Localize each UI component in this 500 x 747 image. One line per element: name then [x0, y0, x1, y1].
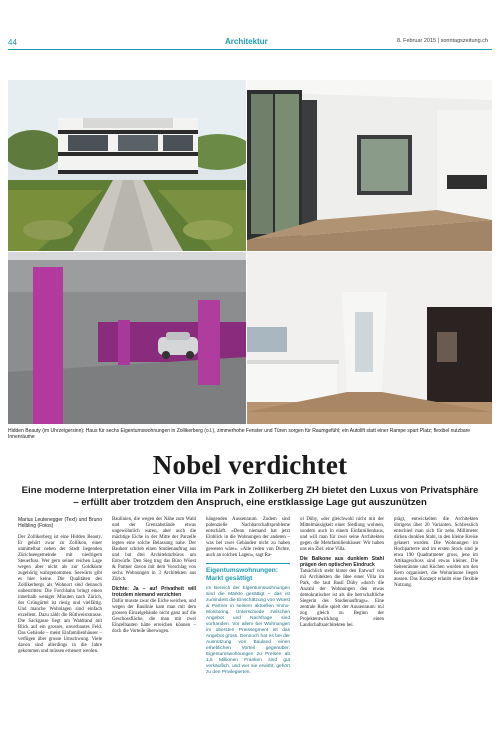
section-title: Architektur — [225, 37, 268, 46]
column-text: hängenden Aussenraum. Zudem sind potenzielle Nachbarschaftsprobleme entschärft. «Denn niemand hat jetzt Einblick in die Wohnungen der anderen – was bei zwei Gebäuden nicht zu haben gewesen wäre». «Alle reden von Dichte, auch an solchen Lagen», sagt Ra- — [206, 517, 290, 558]
photo-exterior — [8, 80, 246, 251]
subheading: Die Balkone aus dunklem Stahl prägen den optischen Eindruck — [300, 556, 384, 568]
infobox-text: Im Bereich der Eigentumswohnungen sind die Märkte gesättigt – das ist zumindest die Einschätzung von Wüest & Partner in seinem aktuellen Immo-Monitoring. Unterschiede zwischen Angebot und Nachfrage sind vorhanden. Vor allem bei Wohnungen im obersten Preissegment ist das Angebot gross. Dennoch hat es bei der Ausnützung von Bauland einen erheblichen Vorteil gegenüber: Eigentumswohnungen zu Preisen ab 1,5 Millionen Franken sind gut verkäuflich, und wer sie erwirbt, gehört zu den Privilegierten. — [206, 586, 290, 675]
headline: Nobel verdichtet — [152, 450, 348, 480]
page-number: 44 — [8, 38, 17, 47]
infobox-title: Eigentumswohnungen: Markt gesättigt — [206, 563, 290, 583]
byline: Marius Leutenegger (Text) und Bruno Helbling (Fotos) — [18, 517, 102, 529]
article-column-4 — [300, 517, 384, 632]
article-column-3 — [206, 517, 290, 676]
article-column-5 — [394, 517, 478, 592]
column-text: Baulinien, die wegen der Nähe zum Wald und der Grenzabstände etwas ungewöhnlich waren, aber auch die mächtige Eiche in der Mitte der Parzelle legten eine solche Belassung nahe. Der Bauherr schrieb einen Studienauftrag aus und bat drei Architekturbüros um Entwürfe. Den Sieg trug das Büro Wüest & Partner davon mit dem Vorschlag von sechs Wohnungen in 3 Architekten aus Zürich. — [112, 517, 196, 582]
header-rule — [8, 49, 492, 50]
subheading: Dichte: Ja – auf Privatheit will trotzdem niemand verzichten — [112, 586, 196, 598]
column-text: Tatsächlich steht hinter den Entwurf von m3 Architekten die Idee einer Villa im Park, die laut Basil Düby «durch die Anzahl der Wohnungen den etwas demokratischer ist als die herrschaftliche Siegerin des Studienauftrags». Eine zentrale Rolle spielt der Aussenraum: m3 zog gleich zu Beginn der Projektentwicklung einen Landschaftsarchitekten bei. — [300, 569, 384, 628]
date-and-site: 8. Februar 2015 | sonntagszeitung.ch — [396, 38, 488, 44]
column-text: prägt, entwickelten die Architekten übrigens über 20 Varianten. Schliesslich entschied man sich für zehn Millimeter dicken dunklen Stahl, in den kleine Kreise gelasert wurden. Die Wohnungen im Hochparterre und im ersten Stock sind je etwa 190 Quadratmeter gross, jene im Attikageschoss sind etwas kleiner. Die Seitenräume und Küchen wurden um den Kern organisiert, die Wohnräume liegen aussen. Das Konzept erlaubt eine flexible Nutzung. — [394, 517, 478, 588]
photo-caption: Hidden Beauty (im Uhrzeigersinn): Haus für sechs Eigentumswohnungen in Zollikerberg (o.l.), zimmerhohe Fenster und Türen sorgen für Raumgefühl; ein Autolift statt einer Rampe spart Platz; flexibel nutzbare Innenräume — [8, 428, 471, 440]
photo-kitchen — [247, 252, 492, 424]
photo-garage — [8, 252, 246, 424]
column-text: Dafür musste zwar die Eiche weichen, und wegen der Baulinie kam man mit dem grossen Einzelgebäude nicht ganz auf die Geschossfläche, die man mit zwei Einzelbauten hätte erreichen können – doch die Vorteile überwogen. — [112, 599, 196, 634]
column-text: Der Zollikerberg ist eine Hidden Beauty. Er gehört zwar zu Zollikon, einer unmittelbar neben der Stadt liegenden Zürichseegemeinde mit niedrigem Steuerfuss. Wer gern seiner reichen Lage wegen aber nicht als zur Goldküste zugehörig wahrgenommen. Seewärts gibt es hier keine. Die Qualitäten des Zollikerbergs als Wohnort sind dennoch unbestritten: Die Forchbahn bringt einen innerhalb weniger Minuten nach Zürich, der Grüngürtel ist riesig und vielfältig. Und manche Wohnlagen sind einfach exzellent. Dazu zählt die Rütiweiststrasse. Die Sackgasse liegt am Waldrand mit Blick auf ein grosses, unverbautes Feld. Das Gebäude – meist Einfamilienhäuser – verfügen über grosse Umschwung. Viele davon sind allerdings in die Jahre gekommen und müssen erneuert werden. — [18, 535, 102, 654]
article-column-2 — [112, 517, 196, 638]
article-column-1 — [18, 517, 102, 658]
lead-paragraph: Eine moderne Interpretation einer Villa im Park in Zollikerberg ZH bietet den Luxus von Privatsphäre – erfüllt aber trotzdem den Anspruch, eine erstklassige Lage gut auszunützen — [21, 485, 479, 508]
photo-interior-windows — [247, 80, 492, 251]
column-text: ol Düby, «der gleichwohl nicht mit der Mittelmässigkeit einer Siedlung wohnen, sondern auch in einem Einfamilienhaus, und will man für zwei seine Architekten gegen die Mehrfamilienhäuser. Wir haben uns ein Ziel: eine Villa. — [300, 517, 384, 552]
